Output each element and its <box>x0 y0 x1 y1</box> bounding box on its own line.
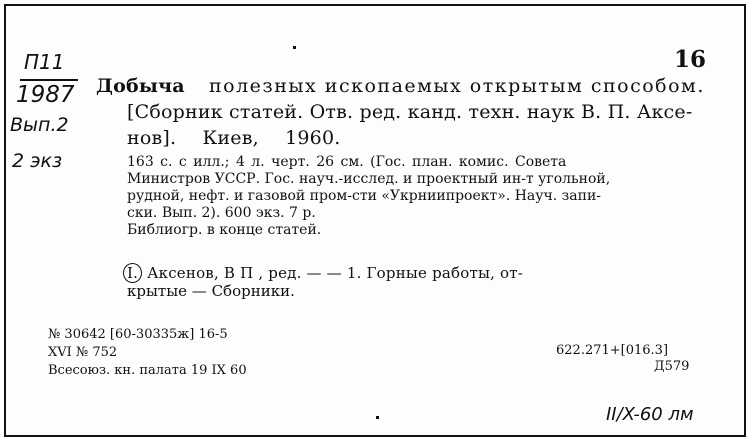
title-line-2: [Сборник статей. Отв. ред. канд. техн. наук В. П. Аксе- <box>127 101 693 123</box>
bibliography-note: Библиогр. в конце статей. <box>127 222 322 238</box>
tracing-marker: I. <box>123 263 142 283</box>
desc-line-3: рудной, нефт. и газовой пром-сти «Укрниипроект». Науч. запи- <box>127 188 602 204</box>
speck <box>293 46 296 49</box>
desc-line-1: 163 с. с илл.; 4 л. черт. 26 см. (Гос. план. комис. Совета <box>127 154 567 170</box>
tracing-line-2: крытые — Сборники. <box>127 282 295 300</box>
shelfmark-line-3: Вып.2 <box>10 114 69 136</box>
speck <box>376 416 379 419</box>
title-bold: Добыча <box>96 75 185 97</box>
title-line-1 <box>96 75 705 97</box>
footer-left-1: № 30642 [60-30335ж] 16-5 <box>48 327 228 342</box>
card-number: 16 <box>674 46 707 73</box>
title-line-3: нов]. Киев, 1960. <box>127 127 341 149</box>
footer-left-3: Всесоюз. кн. палата 19 IX 60 <box>48 363 247 378</box>
author-sign: Д579 <box>654 359 690 374</box>
handwritten-date-note: II/X-60 лм <box>606 404 694 425</box>
tracing-text: Аксенов, В П , ред. — — 1. Горные работы, от- <box>147 264 524 282</box>
catalog-card <box>4 4 746 437</box>
shelfmark-underline <box>20 79 78 81</box>
footer-left-2: XVI № 752 <box>48 345 118 360</box>
classification-number: 622.271+[016.3] <box>556 343 669 358</box>
shelfmark-line-1: П11 <box>24 50 65 74</box>
title-rest: полезных ископаемых открытым способом. <box>208 75 705 97</box>
shelfmark-line-2: 1987 <box>16 82 75 108</box>
shelfmark-line-4: 2 экз <box>12 150 63 172</box>
tracing-line-1 <box>123 264 523 282</box>
desc-line-2: Министров УССР. Гос. науч.-исслед. и проектный ин-т угольной, <box>127 171 611 187</box>
desc-line-4: ски. Вып. 2). 600 экз. 7 р. <box>127 205 316 221</box>
